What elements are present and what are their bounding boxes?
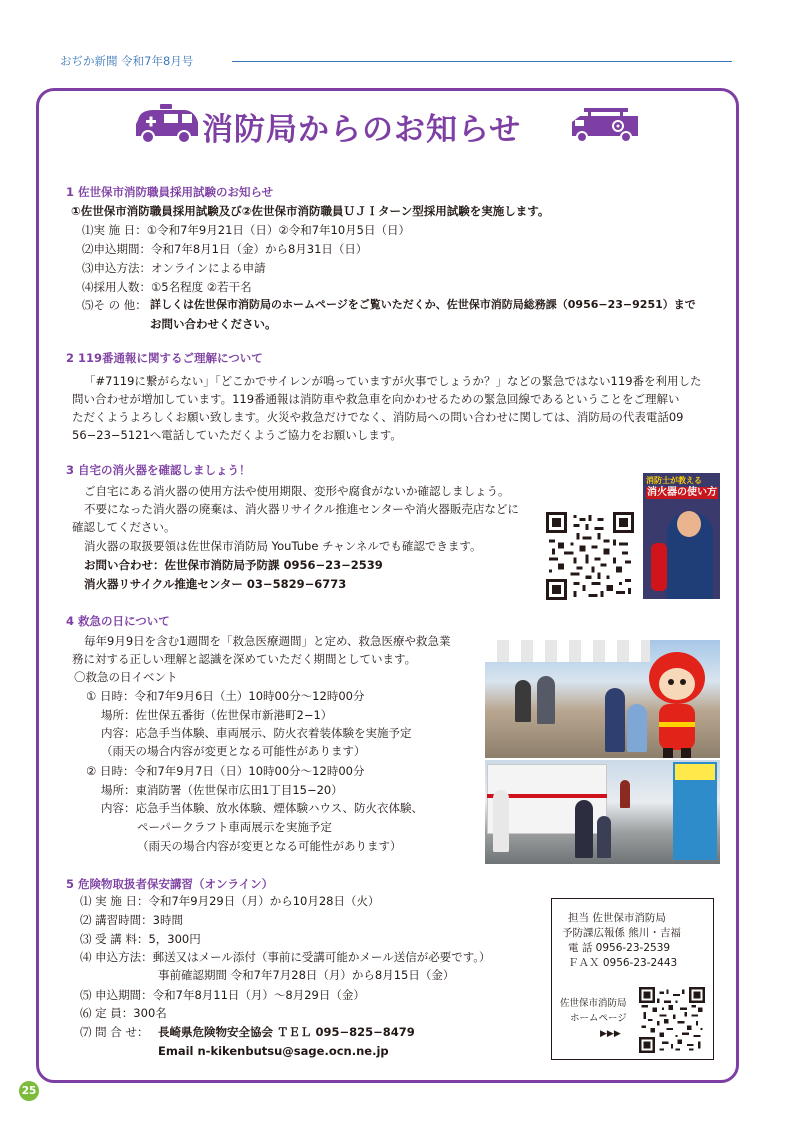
- homepage-qr-code[interactable]: [639, 987, 705, 1053]
- section-3-heading: 3 自宅の消火器を確認しましょう！: [66, 463, 251, 477]
- section-2-line: 「#7119に繋がらない」「どこかでサイレンが鳴っていますが火事でしょうか？」などの緊急ではない119番を利用した: [84, 374, 702, 388]
- display-board-header: [675, 764, 715, 780]
- poster-title-1: 消防士が教える: [646, 476, 702, 485]
- section-3-line: 消火器の取扱要領は佐世保市消防局 YouTube チャンネルでも確認できます。: [84, 539, 482, 553]
- header-rule: [232, 61, 732, 62]
- section-1-line: ⑵申込期間：令和7年8月1日（金）から8月31日（日）: [82, 242, 368, 256]
- poster-title-2: 消火器の使い方: [647, 487, 717, 498]
- page-title: 消防局からのお知らせ: [202, 112, 522, 148]
- section-5-line: ⑺ 問 合 せ：: [80, 1025, 149, 1039]
- section-4-line: （雨天の場合内容が変更となる可能性があります）: [101, 744, 366, 758]
- section-5-line: ⑵ 講習時間：3時間: [80, 913, 183, 927]
- section-5-line: ⑶ 受 講 料：5，300円: [80, 932, 201, 946]
- contact-line: 電 話 0956-23-2539: [568, 942, 671, 954]
- section-5-line: 事前確認期間 令和7年7月28日（月）から8月15日（金）: [158, 968, 455, 982]
- section-4-line: 場所：佐世保五番街（佐世保市新港町2−1）: [101, 708, 333, 722]
- person-figure: [605, 688, 625, 752]
- homepage-label: 佐世保市消防局: [560, 998, 627, 1009]
- child-figure: [597, 816, 611, 858]
- section-3-line: お問い合わせ：佐世保市消防局予防課 0956−23−2539: [84, 558, 383, 572]
- section-4-line: ① 日時：令和7年9月6日（土）10時00分〜12時00分: [86, 689, 365, 703]
- person-figure: [493, 790, 509, 852]
- section-5-line: 長崎県危険物安全協会 ＴＥＬ 095−825−8479: [158, 1025, 415, 1039]
- title-banner: [130, 100, 660, 150]
- contact-line: 担当 佐世保市消防局: [568, 912, 666, 924]
- section-4-line: 内容：応急手当体験、放水体験、煙体験ハウス、防火衣体験、: [101, 801, 423, 815]
- section-4-line: （雨天の場合内容が変更となる可能性があります）: [137, 839, 402, 853]
- section-4-heading: 4 救急の日について: [66, 614, 170, 628]
- section-5-line: ⑹ 定 員：300名: [80, 1006, 167, 1020]
- section-2-heading: 2 119番通報に関するご理解について: [66, 351, 263, 365]
- section-4-line: 務に対する正しい理解と認識を深めていただく期間としています。: [72, 652, 417, 666]
- event-photo-mascot: [485, 640, 720, 758]
- firefighter-head: [677, 511, 701, 537]
- section-4-line: 〇救急の日イベント: [74, 670, 178, 684]
- section-2-line: 問い合わせが増加しています。119番通報は消防車や救急車を向かわせるための緊急回線であるということをご理解い: [72, 392, 680, 406]
- section-3-line: 消火器リサイクル推進センター 03−5829−6773: [84, 577, 347, 591]
- person-figure: [537, 676, 555, 724]
- section-2-line: 56−23−5121へ電話していただくようご協力をお願いします。: [72, 428, 402, 442]
- section-3-line: 確認してください。: [72, 520, 176, 534]
- section-4-line: 内容：応急手当体験、車両展示、防火衣着装体験を実施予定: [101, 726, 412, 740]
- section-1-heading: 1 佐世保市消防職員採用試験のお知らせ: [66, 185, 274, 199]
- section-5-line: ⑷ 申込方法：郵送又はメール添付（事前に受講可能かメール送信が必要です。）: [80, 950, 491, 964]
- section-5-heading: 5 危険物取扱者保安講習（オンライン）: [66, 877, 274, 891]
- event-photo-ambulance: [485, 760, 720, 864]
- section-1-line: ①佐世保市消防職員採用試験及び②佐世保市消防職員ＵＪＩターン型採用試験を実施します。: [71, 204, 550, 218]
- section-5-line: ⑸ 申込期間：令和7年8月11日（月）〜8月29日（金）: [80, 988, 365, 1002]
- person-figure: [515, 680, 531, 722]
- page-number-badge: 25: [19, 1081, 39, 1101]
- ambulance-icon: [134, 104, 200, 144]
- fire-truck-vehicle: [620, 780, 630, 808]
- section-4-line: 場所：東消防署（佐世保市広田1丁目15−20）: [101, 783, 343, 797]
- fire-mascot-image: [645, 648, 709, 758]
- child-figure: [627, 704, 647, 752]
- homepage-label: ホームページ: [570, 1013, 627, 1024]
- fire-extinguisher-image: [651, 543, 667, 591]
- section-1-line: ⑴実 施 日：①令和7年9月21日（日）②令和7年10月5日（日）: [82, 223, 410, 237]
- fire-truck-icon: [570, 108, 642, 144]
- section-3-line: 不要になった消火器の廃棄は、消火器リサイクル推進センターや消火器販売店などに: [84, 502, 519, 516]
- contact-box: [551, 898, 714, 1060]
- section-4-line: ② 日時：令和7年9月7日（日）10時00分〜12時00分: [86, 764, 365, 778]
- contact-line: ＦＡＸ 0956-23-2443: [568, 957, 678, 969]
- section-1-line: 詳しくは佐世保市消防局のホームページをご覧いただくか、佐世保市消防局総務課（0956−23−9251）まで: [150, 298, 696, 311]
- publication-header: おぢか新聞 令和7年8月号: [60, 54, 194, 68]
- section-5-line: ⑴ 実 施 日：令和7年9月29日（月）から10月28日（火）: [80, 894, 380, 908]
- section-1-line: ⑷採用人数：①5名程度 ②若干名: [82, 280, 252, 294]
- section-1-line: ⑶申込方法：オンラインによる申請: [82, 261, 266, 275]
- youtube-qr-code[interactable]: [546, 512, 634, 600]
- section-1-line: ⑸そ の 他：: [82, 298, 147, 312]
- section-3-line: ご自宅にある消火器の使用方法や使用期限、変形や腐食がないか確認しましょう。: [84, 484, 510, 498]
- section-1-line: お問い合わせください。: [150, 317, 277, 331]
- section-4-line: ペーパークラフト車両展示を実施予定: [137, 820, 332, 834]
- person-figure: [575, 800, 593, 858]
- fire-extinguisher-video-thumbnail: [643, 473, 720, 599]
- arrow-icon: ▶▶▶: [600, 1029, 621, 1039]
- section-2-line: ただくようよろしくお願い致します。火災や救急だけでなく、消防局への問い合わせに関しては、消防局の代表電話09: [72, 410, 684, 424]
- contact-line: 予防課広報係 熊川・吉福: [562, 927, 681, 939]
- section-5-line: Email n-kikenbutsu@sage.ocn.ne.jp: [158, 1044, 389, 1058]
- event-tent: [485, 640, 650, 662]
- section-4-line: 毎年9月9日を含む1週間を「救急医療週間」と定め、救急医療や救急業: [84, 634, 451, 648]
